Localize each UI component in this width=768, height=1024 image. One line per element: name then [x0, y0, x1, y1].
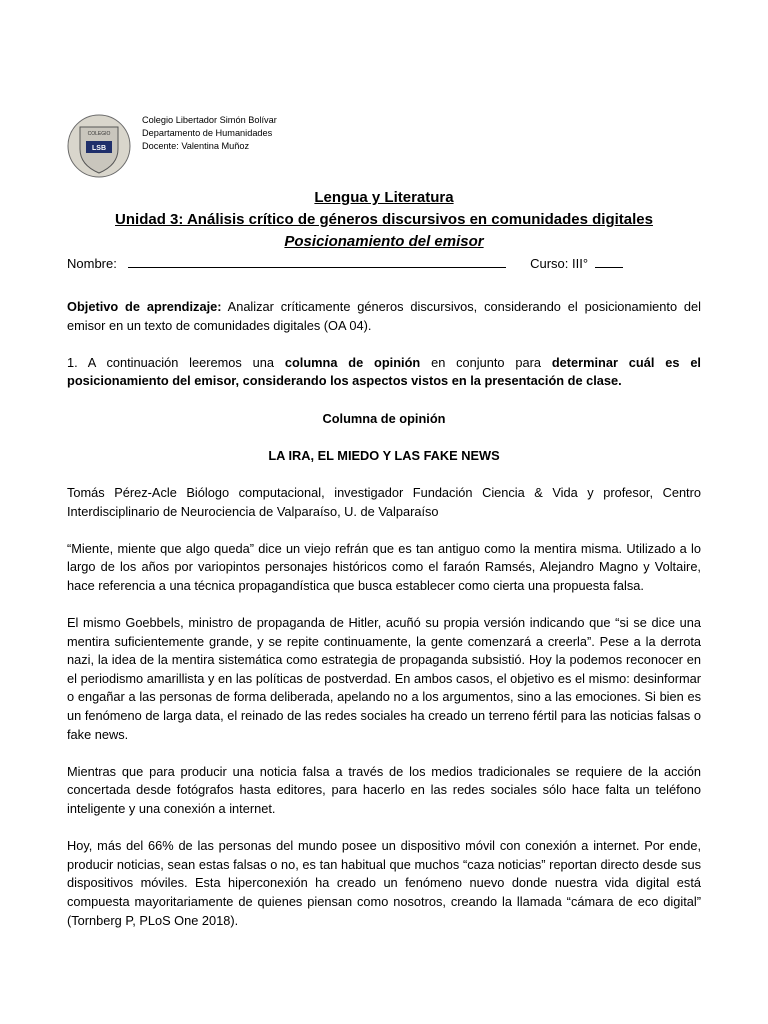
instruction-bold-1: columna de opinión: [284, 354, 421, 370]
svg-text:COLEGIO: COLEGIO: [87, 131, 111, 137]
department-name: Departamento de Humanidades: [142, 128, 273, 138]
instruction-bold-2: determinar cuál es el posicionamiento del emisor, considerando los aspectos vistos en la presentación de clase.: [67, 354, 701, 389]
teacher-name: Docente: Valentina Muñoz: [142, 141, 250, 151]
unit-title: Unidad 3: Análisis crítico de géneros discursivos en comunidades digitales: [115, 211, 653, 228]
objective-label: Objetivo de aprendizaje:: [67, 299, 222, 314]
topic-title: Posicionamiento del emisor: [284, 233, 484, 250]
course-label: Curso: III°: [530, 256, 589, 271]
school-info: [142, 114, 277, 153]
column-paragraph: “Miente, miente que algo queda” dice un viejo refrán que es tan antiguo como la mentira misma. Utilizado a lo largo de los años por variopintos personajes históricos como el faraón Ramsés, Alejandro Magno y Voltaire, hace referencia a una técnica propagandística que busca establecer como cierta una propuesta falsa.: [67, 540, 701, 593]
column-type-label: Columna de opinión: [322, 410, 446, 426]
objective-text: Analizar críticamente géneros discursivos, considerando el posicionamiento del emisor en un texto de comunidades digitales (OA 04).: [67, 299, 701, 333]
column-title: LA IRA, EL MIEDO Y LAS FAKE NEWS: [268, 447, 500, 463]
column-author: Tomás Pérez-Acle Biólogo computacional, investigador Fundación Ciencia & Vida y profesor, Centro Interdisciplinario de Neurociencia de Valparaíso, U. de Valparaíso: [67, 484, 701, 519]
column-paragraph: El mismo Goebbels, ministro de propaganda de Hitler, acuñó su propia versión indicando que “si se dice una mentira suficientemente grande, y se repite continuamente, la gente comenzará a creerla”. Pese a la derrota nazi, la idea de la mentira sistemática como estrategia de propaganda subsistió. Hoy la podemos reconocer en el periodismo amarillista y en las políticas de postverdad. En ambos casos, el objetivo es el mismo: desinformar o engañar a las personas de forma deliberada, apelando no a los argumentos, sino a las emociones. Si bien es un fenómeno de larga data, el reinado de las redes sociales ha creado un terreno fértil para las noticias falsas o fake news.: [67, 615, 701, 742]
column-paragraph: Hoy, más del 66% de las personas del mundo posee un dispositivo móvil con conexión a internet. Por ende, producir noticias, sean estas falsas o no, es tan habitual que muchos “caza noticias” reportan directo desde sus dispositivos móviles. Esta hiperconexión ha creado un fenómeno nuevo donde nuestra vida digital está compuesta mayoritariamente de quienes piensan como nosotros, creando la llamada “cámara de eco digital” (Tornberg P, PLoS One 2018).: [67, 838, 701, 928]
school-name: Colegio Libertador Simón Bolívar: [142, 115, 277, 125]
column-paragraph: Mientras que para producir una noticia falsa a través de los medios tradicionales se requiere de la acción concertada desde fotógrafos hasta editores, para hacerlo en las redes sociales sólo hace falta un teléfono inteligente y una conexión a internet.: [67, 763, 701, 817]
school-logo: [66, 113, 132, 179]
svg-text:LSB: LSB: [92, 145, 106, 152]
instruction-text-1: 1. A continuación leeremos una: [67, 354, 285, 370]
name-input-line[interactable]: [128, 255, 506, 268]
name-label: Nombre:: [67, 256, 117, 271]
document-body: [67, 298, 701, 949]
student-fields: [67, 255, 701, 273]
document-titles: [67, 187, 701, 253]
subject-title: Lengua y Literatura: [314, 189, 454, 206]
instruction-text-2: en conjunto para: [420, 354, 552, 370]
course-input-line[interactable]: [595, 255, 623, 268]
instruction-paragraph: [67, 354, 701, 391]
objective-paragraph: [67, 298, 701, 335]
